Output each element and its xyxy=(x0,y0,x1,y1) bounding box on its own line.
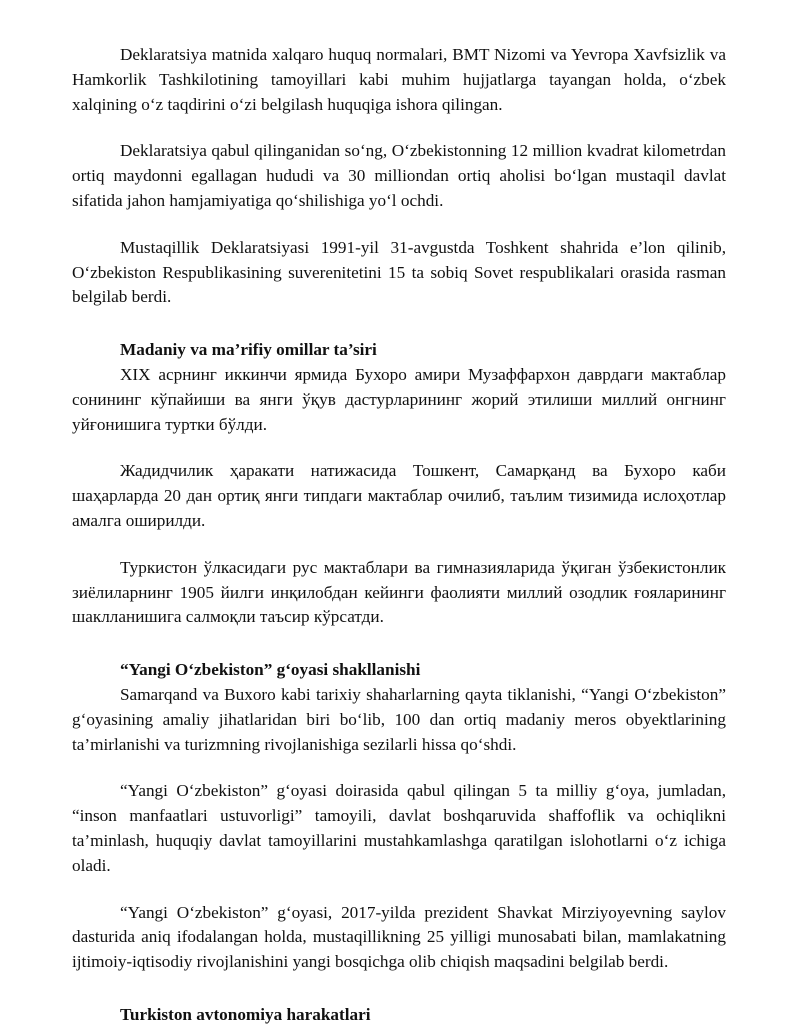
paragraph-presidential-program: “Yangi O‘zbekiston” g‘oyasi, 2017-yilda prezident Shavkat Mirziyoyevning saylov dasturida aniq ifodalangan holda, mustaqillikning 25 yilligi munosabati bilan, mamlakatning ijtimoiy-iqtisodiy rivojlanishini yangi bosqichga olib chiqish maqsadini belgilab berdi. xyxy=(72,902,726,972)
paragraph-declaration-territory: Deklaratsiya qabul qilinganidan so‘ng, O‘zbekistonning 12 million kvadrat kilometrdan ortiq maydonni egallagan hududi va 30 milliondan ortiq aholisi bo‘lgan mustaqil davlat sifatida jahon hamjamiyatiga qo‘shilishiga yo‘l ochdi. xyxy=(72,141,726,210)
paragraph-jadid-movement: Жадидчилик ҳаракати натижасида Тошкент, Самарқанд ва Бухоро каби шаҳарларда 20 дан ортиқ янги типдаги мактаблар очилиб, таълим тизимида ислоҳотлар амалга оширилди. xyxy=(72,461,726,530)
paragraph-independence-declaration: Mustaqillik Deklaratsiyasi 1991-yil 31-avgustda Toshkent shahrida e’lon qilinib, O‘zbekiston Respublikasining suverenitetini 15 ta sobiq Sovet respublikalari orasida rasman belgilab berdi. xyxy=(72,237,726,307)
paragraph-declaration-norms: Deklaratsiya matnida xalqaro huquq normalari, BMT Nizomi va Yevropa Xavfsizlik va Hamkorlik Tashkilotining tamoyillari kabi muhim hujjatlarga tayangan holda, o‘zbek xalqining o‘z taqdirini o‘zi belgilash huquqiga ishora qilingan. xyxy=(72,45,726,114)
section-heading-cultural-factors: Madaniy va ma’rifiy omillar ta’siri xyxy=(120,340,377,360)
paragraph-historic-cities: Samarqand va Buxoro kabi tarixiy shaharlarning qayta tiklanishi, “Yangi O‘zbekiston” g‘oyasining amaliy jihatlaridan biri bo‘lib, 100 dan ortiq madaniy meros obyektlarining ta’mirlanishi va turizmning rivojlanishiga sezilarli hissa qo‘shdi. xyxy=(72,684,726,754)
paragraph-russian-schools: Туркистон ўлкасидаги рус мактаблари ва гимназияларида ўқиган ўзбекистонлик зиёлиларнинг 1905 йилги инқилобдан кейинги фаолияти миллий озодлик ғояларининг шаклланишига салмоқли таъсир кўрсатди. xyxy=(72,557,726,627)
section-heading-turkestan-autonomy: Turkiston avtonomiya harakatlari xyxy=(120,1004,371,1024)
paragraph-national-ideas: “Yangi O‘zbekiston” g‘oyasi doirasida qabul qilingan 5 ta milliy g‘oya, jumladan, “inson manfaatlari ustuvorligi” tamoyili, davlat boshqaruvida shaffoflik va ochiqlikni ta’minlash, huquqiy davlat tamoyillarini mustahkamlashga qaratilgan islohotlarni o‘z ichiga oladi. xyxy=(72,781,726,875)
section-heading-new-uzbekistan: “Yangi O‘zbekiston” g‘oyasi shakllanishi xyxy=(120,660,421,680)
paragraph-bukhara-schools: XIX асрнинг иккинчи ярмида Бухоро амири Музаффархон даврдаги мактаблар сонининг кўпайиши ва янги ўқув дастурларининг жорий этилиши миллий онгнинг уйғонишига туртки бўлди. xyxy=(72,364,726,434)
